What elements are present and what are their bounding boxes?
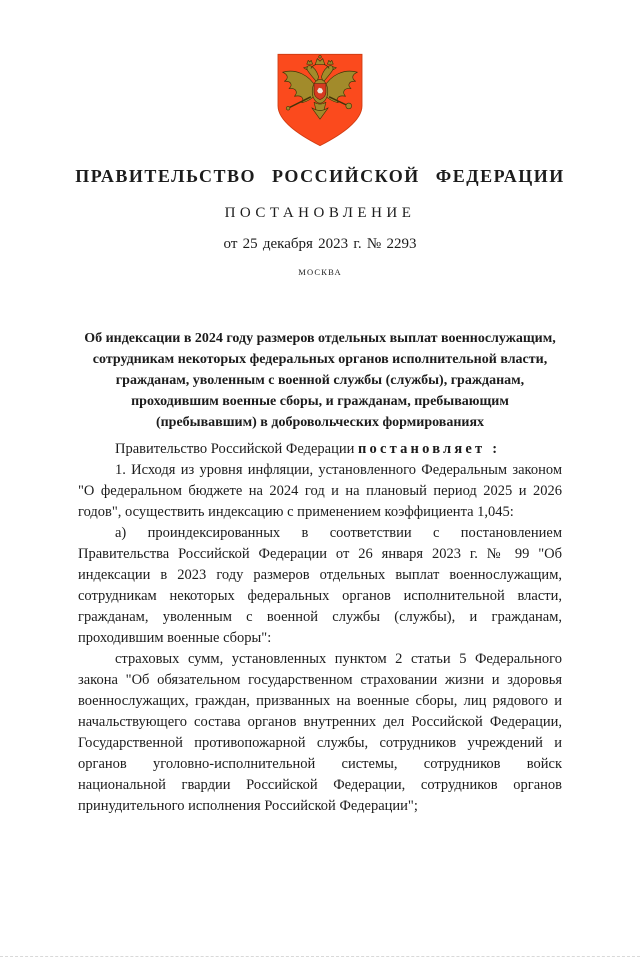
paragraph-insurance-sums: страховых сумм, установленных пунктом 2 статьи 5 Федерального закона "Об обязательном государственном страховании жизни и здоровья военнослужащих, граждан, призванных на военные сборы, лиц рядового и начальствующего состава органов внутренних дел Российской Федерации, Государственной противопожарной службы, сотрудников учреждений и органов уголовно-исполнительной системы, сотрудников войск национальной гвардии Российской Федерации, сотрудников органов принудительного исполнения Российской Федерации"; bbox=[78, 650, 562, 814]
city-label: МОСКВА bbox=[298, 266, 342, 277]
resolution-intro-plain: Правительство Российской Федерации bbox=[115, 440, 355, 457]
doc-type-title: ПОСТАНОВЛЕНИЕ bbox=[224, 204, 416, 221]
resolution-intro-line bbox=[78, 439, 562, 460]
page-break-dashed-line bbox=[0, 956, 640, 957]
date-number-line: от 25 декабря 2023 г. № 2293 bbox=[223, 235, 417, 252]
document-page bbox=[0, 53, 640, 958]
document-body bbox=[78, 439, 562, 817]
subject-heading: Об индексации в 2024 году размеров отдельных выплат военнослужащим, сотрудникам некоторых федеральных органов исполнительной власти, гражданам, уволенным с военной службы (службы), гражданам, проходившим военные сборы, и гражданам, пребывающим (пребывавшим) в добровольческих формированиях bbox=[84, 330, 556, 430]
paragraph-subitem-a: а) проиндексированных в соответствии с постановлением Правительства Российской Федерации от 26 января 2023 г. № 99 "Об индексации в 2023 году размеров отдельных выплат военнослужащим, сотрудникам некоторых федеральных органов исполнительной власти, гражданам, уволенным с военной службы (службы), и гражданам, проходившим военные сборы": bbox=[78, 524, 562, 646]
paragraph-item-1: 1. Исходя из уровня инфляции, установленного Федеральным законом "О федеральном бюджете на 2024 год и на плановый период 2025 и 2026 годов", осуществить индексацию с применением коэффициента 1,045: bbox=[78, 461, 562, 520]
resolution-intro-emphasized: постановляет : bbox=[357, 440, 501, 457]
org-name-title: ПРАВИТЕЛЬСТВО РОССИЙСКОЙ ФЕДЕРАЦИИ bbox=[75, 166, 565, 186]
russian-coat-of-arms-emblem bbox=[274, 53, 366, 147]
